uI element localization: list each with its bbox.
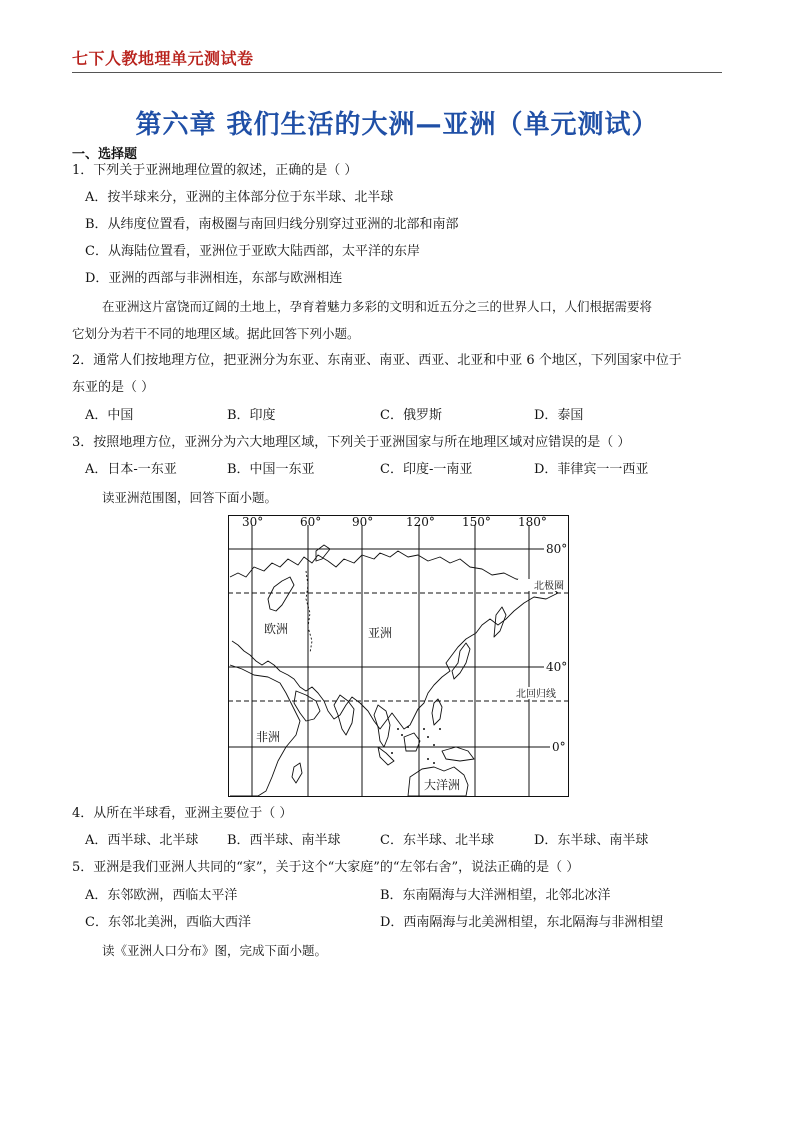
document-title: 第六章 我们生活的大洲—亚洲（单元测试） bbox=[135, 110, 659, 140]
tropic-of-cancer-label: 北回归线 bbox=[516, 689, 556, 700]
map-frame bbox=[229, 516, 569, 797]
q3-option-a: A．日本-一东亚 bbox=[85, 462, 177, 477]
lon-label-120: 120° bbox=[406, 515, 435, 529]
q1-option-c: C．从海陆位置看，亚洲位于亚欧大陆西部，太平洋的东岸 bbox=[85, 244, 420, 259]
q5-option-b: B．东南隔海与大洋洲相望，北邻北冰洋 bbox=[380, 888, 611, 903]
passage-line-2: 它划分为若干不同的地理区域。据此回答下列小题。 bbox=[72, 326, 360, 341]
series-header: 七下人教地理单元测试卷 bbox=[72, 49, 254, 68]
lat-label-40: 40° bbox=[546, 660, 568, 674]
section-heading: 一、选择题 bbox=[72, 147, 138, 162]
q5-option-c: C．东邻北美洲，西临大西洋 bbox=[85, 915, 251, 930]
q4-option-a: A．西半球、北半球 bbox=[85, 833, 199, 848]
region-label-europe: 欧洲 bbox=[264, 622, 289, 636]
island-dot bbox=[407, 726, 409, 728]
q3-stem: 3．按照地理方位，亚洲分为六大地理区域，下列关于亚洲国家与所在地理区域对应错误的是（ ） bbox=[72, 435, 631, 450]
q2-stem-line-1: 2．通常人们按地理方位，把亚洲分为东亚、东南亚、南亚、西亚、北亚和中亚 6 个地区，下列国家中位于 bbox=[72, 353, 682, 368]
island-dot bbox=[401, 734, 403, 736]
q5-option-d: D．西南隔海与北美洲相望，东北隔海与非洲相望 bbox=[380, 915, 664, 930]
island-dot bbox=[427, 736, 429, 738]
island-dot bbox=[427, 758, 429, 760]
q2-option-c: C．俄罗斯 bbox=[380, 408, 442, 423]
lat-label-0: 0° bbox=[552, 740, 566, 754]
q5-option-a: A．东邻欧洲，西临太平洋 bbox=[85, 888, 238, 903]
q2-option-d: D．泰国 bbox=[534, 408, 584, 423]
q2-stem-line-2: 东亚的是（ ） bbox=[72, 380, 155, 395]
q1-option-d: D．亚洲的西部与非洲相连，东部与欧洲相连 bbox=[85, 271, 343, 286]
lon-label-90: 90° bbox=[352, 515, 374, 529]
q4-stem: 4．从所在半球看，亚洲主要位于（ ） bbox=[72, 806, 293, 821]
q3-option-c: C．印度-一南亚 bbox=[380, 462, 473, 477]
q5-stem: 5．亚洲是我们亚洲人共同的“家”，关于这个“大家庭”的“左邻右舍”，说法正确的是（ ） bbox=[72, 860, 580, 875]
lon-label-30: 30° bbox=[242, 515, 264, 529]
island-dot bbox=[423, 728, 425, 730]
region-label-asia: 亚洲 bbox=[368, 626, 393, 640]
island-dot bbox=[391, 752, 393, 754]
island-dot bbox=[433, 744, 435, 746]
island-dot bbox=[439, 728, 441, 730]
q1-stem: 1．下列关于亚洲地理位置的叙述，正确的是（ ） bbox=[72, 163, 358, 178]
q2-option-b: B．印度 bbox=[227, 408, 276, 423]
arctic-circle-label: 北极圈 bbox=[534, 581, 564, 592]
island-dot bbox=[433, 762, 435, 764]
map-intro: 读亚洲范围图，回答下面小题。 bbox=[102, 490, 278, 505]
passage-line-1: 在亚洲这片富饶而辽阔的土地上，孕育着魅力多彩的文明和近五分之三的世界人口，人们根据需要将 bbox=[102, 299, 653, 314]
q3-option-b: B．中国一东亚 bbox=[227, 462, 315, 477]
q2-option-a: A．中国 bbox=[85, 408, 134, 423]
q4-option-b: B．西半球、南半球 bbox=[227, 833, 341, 848]
asia-range-map bbox=[228, 515, 572, 798]
lat-label-80: 80° bbox=[546, 542, 568, 556]
header-divider bbox=[72, 72, 722, 73]
lon-label-180: 180° bbox=[518, 515, 547, 529]
lon-label-150: 150° bbox=[462, 515, 491, 529]
asia-range-map-svg bbox=[228, 515, 572, 798]
q1-option-a: A．按半球来分，亚洲的主体部分位于东半球、北半球 bbox=[85, 190, 394, 205]
q1-option-b: B．从纬度位置看，南极圈与南回归线分别穿过亚洲的北部和南部 bbox=[85, 217, 459, 232]
q3-option-d: D．菲律宾一一西亚 bbox=[534, 462, 649, 477]
q4-option-c: C．东半球、北半球 bbox=[380, 833, 494, 848]
lon-label-60: 60° bbox=[300, 515, 322, 529]
population-map-intro: 读《亚洲人口分布》图，完成下面小题。 bbox=[102, 943, 328, 958]
region-label-oceania: 大洋洲 bbox=[424, 778, 461, 792]
region-label-africa: 非洲 bbox=[256, 730, 281, 744]
island-dot bbox=[397, 728, 399, 730]
q4-option-d: D．东半球、南半球 bbox=[534, 833, 649, 848]
